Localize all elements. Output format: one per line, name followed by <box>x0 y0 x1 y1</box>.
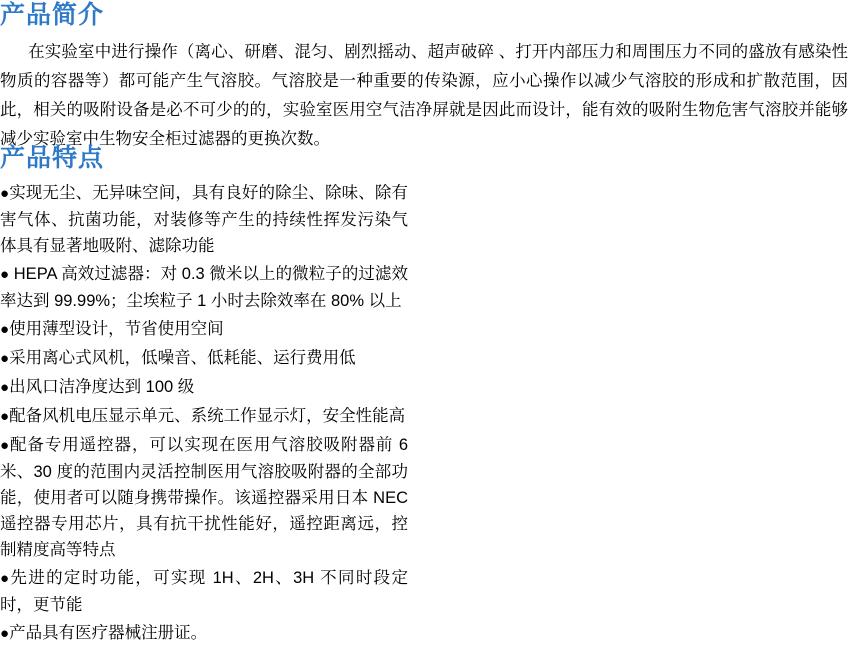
list-item <box>0 316 408 343</box>
bullet-icon: ● <box>0 266 10 283</box>
list-item <box>0 374 408 401</box>
product-intro-paragraph <box>0 38 848 154</box>
list-item-label: 配备专用遥控器，可以实现在医用气溶胶吸附器前 6 米、30 度的范围内灵活控制医用气溶胶吸附器的全部功能，使用者可以随身携带操作。该遥控器采用日本 NEC 遥控器专用芯片，具有抗干扰性能好，遥控距离远，控制精度高等特点 <box>0 436 408 559</box>
bullet-icon: ● <box>0 379 10 396</box>
list-item <box>0 345 408 372</box>
bullet-icon: ● <box>0 437 10 454</box>
bullet-icon: ● <box>0 350 10 367</box>
list-item-label: 使用薄型设计，节省使用空间 <box>9 320 224 338</box>
list-item-label: 配备风机电压显示单元、系统工作显示灯，安全性能高 <box>9 407 406 425</box>
product-features-list <box>0 180 408 649</box>
list-item-label: 实现无尘、无异味空间，具有良好的除尘、除味、除有害气体、抗菌功能，对装修等产生的持续性挥发污染气体具有显著地吸附、滤除功能 <box>0 184 409 255</box>
list-item <box>0 432 408 563</box>
product-intro-text: 在实验室中进行操作（离心、研磨、混匀、剧烈摇动、超声破碎 、打开内部压力和周围压力不同的盛放有感染性物质的容器等）都可能产生气溶胶。气溶胶是一种重要的传染源，应小心操作以减少气溶胶的形成和扩散范围，因此，相关的吸附设备是必不可少的的，实验室医用空气洁净屏就是因此而设计，能有效的吸附生物危害气溶胶并能够减少实验室中生物安全柜过滤器的更换次数。 <box>0 43 848 148</box>
bullet-icon: ● <box>0 185 10 202</box>
list-item-label: 出风口洁净度达到 100 级 <box>9 378 195 396</box>
page-title-product-intro: 产品简介 <box>0 1 105 29</box>
list-item <box>0 261 408 314</box>
list-item <box>0 403 408 430</box>
list-item-label: 采用离心式风机，低噪音、低耗能、运行费用低 <box>9 349 356 367</box>
bullet-icon: ● <box>0 408 10 425</box>
list-item-label: 先进的定时功能，可实现 1H、2H、3H 不同时段定时，更节能 <box>0 569 408 614</box>
bullet-icon: ● <box>0 570 11 587</box>
list-item <box>0 565 408 618</box>
bullet-icon: ● <box>0 321 10 338</box>
bullet-icon: ● <box>0 625 10 642</box>
list-item-label: 产品具有医疗器械注册证。 <box>9 624 208 642</box>
list-item-label: HEPA 高效过滤器：对 0.3 微米以上的微粒子的过滤效率达到 99.99%；尘埃粒子 1 小时去除效率在 80% 以上 <box>0 265 408 310</box>
page-title-product-features: 产品特点 <box>0 144 105 172</box>
list-item <box>0 620 408 647</box>
list-item <box>0 180 408 259</box>
